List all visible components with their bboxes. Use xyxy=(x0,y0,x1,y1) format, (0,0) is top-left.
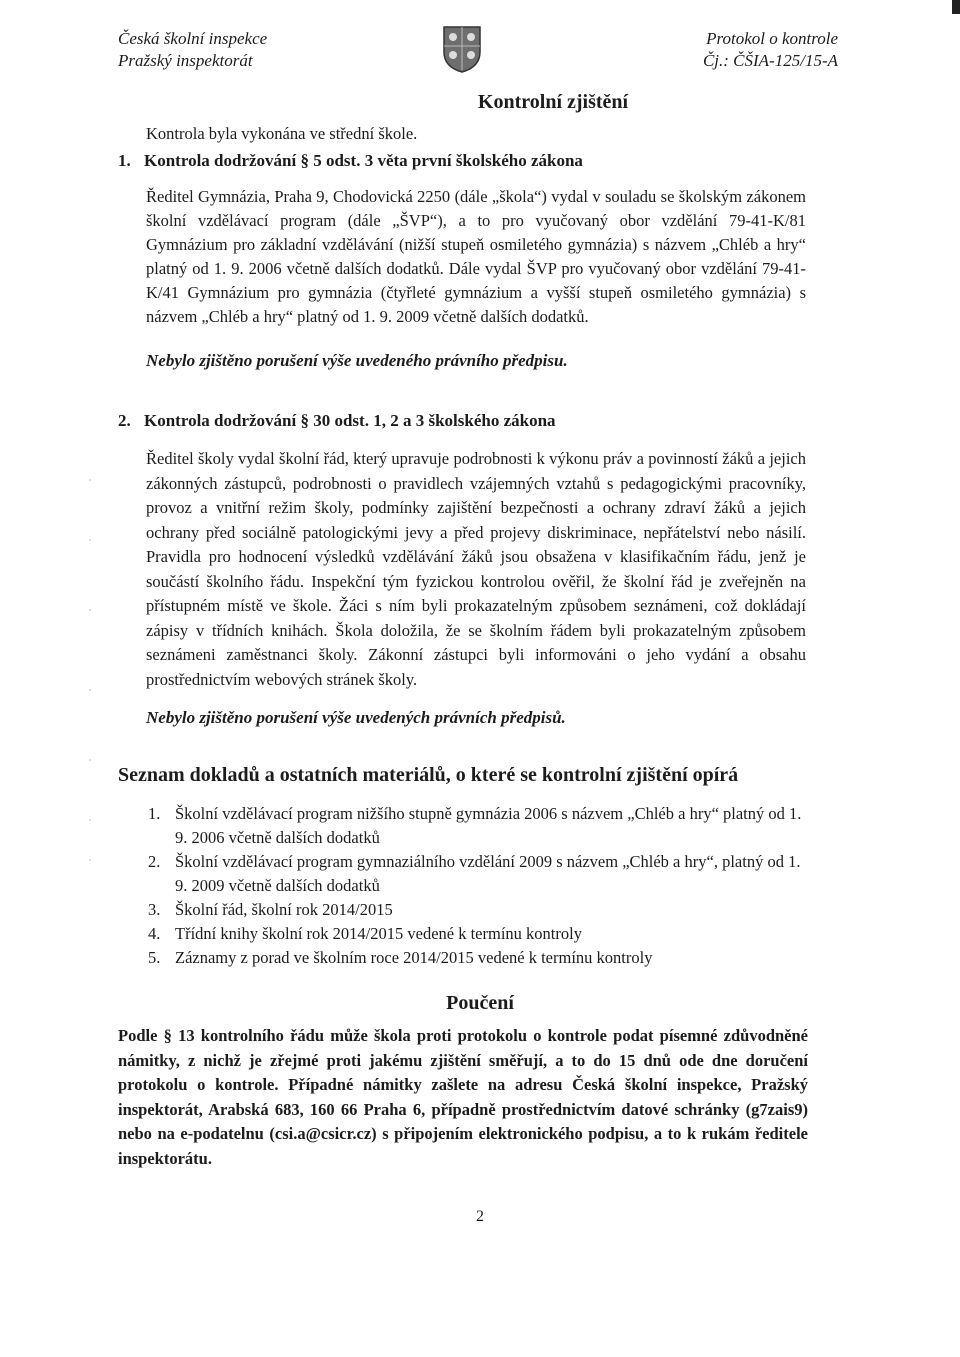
list-item-number: 1. xyxy=(148,804,161,823)
section1-conclusion: Nebylo zjištěno porušení výše uvedeného právního předpisu. xyxy=(146,351,568,370)
section1-number: 1. xyxy=(118,151,131,170)
section1-heading: Kontrola dodržování § 5 odst. 3 věta první školského zákona xyxy=(144,151,583,170)
list-item-number: 3. xyxy=(148,900,161,919)
findings-title: Kontrolní zjištění xyxy=(477,91,629,113)
section2-body: Ředitel školy vydal školní řád, který upravuje podrobnosti k výkonu práv a povinností žáků a jejich zákonných zástupců, podrobnosti o pravidlech vzájemných vztahů s pedagogickými pracovníky, provoz a vnitřní režim školy, podmínky zajištění bezpečnosti a ochrany zdraví žáků a jejich ochrany před sociálně patologickými jevy a před projevy diskriminace, nepřátelství nebo násilí. Pravidla pro hodnocení výsledků vzdělávání žáků jsou obsažena v klasifikačním řádu, jenž je součástí školního řádu. Inspekční tým fyzickou kontrolou ověřil, že školní řád je zveřejněn na přístupném místě ve škole. Žáci s ním byli prokazatelným způsobem seznámeni, což dokládají zápisy v třídních knihách. Škola doložila, že se školním řádem byli prokazatelným způsobem seznámeni zaměstnanci školy. Zákonní zástupci byli informováni o jeho vydání a obsahu prostřednictvím webových stránek školy. xyxy=(146,449,806,689)
list-item xyxy=(148,898,807,922)
pouceni-heading: Poučení xyxy=(446,992,514,1014)
list-item-number: 4. xyxy=(148,924,161,943)
section2-conclusion: Nebylo zjištěno porušení výše uvedených právních předpisů. xyxy=(146,708,566,727)
list-item-number: 5. xyxy=(148,948,161,967)
page-number: 2 xyxy=(476,1208,484,1225)
reference-number: Čj.: ČŠIA-125/15-A xyxy=(702,51,838,70)
list-item xyxy=(148,802,807,850)
scan-mark xyxy=(952,0,960,14)
pouceni-body: Podle § 13 kontrolního řádu může škola proti protokolu o kontrole podat písemné zdůvodněné námitky, z nichž je zřejmé proti jakému zjištění směřují, a to do 15 dnů ode dne doručení protokolu o kontrole. Případné námitky zašlete na adresu Česká školní inspekce, Pražský inspektorát, Arabská 683, 160 66 Praha 6, případně prostřednictvím datové schránky (g7zais9) nebo na e-podatelnu (csi.a@csicr.cz) s připojením elektronického podpisu, a to k rukám ředitele inspektorátu. xyxy=(118,1026,808,1168)
section1-heading-row xyxy=(118,151,583,171)
document-type: Protokol o kontrole xyxy=(706,29,838,48)
list-item xyxy=(148,850,807,898)
org-department: Pražský inspektorát xyxy=(118,51,253,70)
section2-heading: Kontrola dodržování § 30 odst. 1, 2 a 3 školského zákona xyxy=(144,411,556,430)
list-item-text: Záznamy z porad ve školním roce 2014/2015 vedené k termínu kontroly xyxy=(175,948,653,967)
org-name: Česká školní inspekce xyxy=(118,29,268,48)
list-item-text: Školní vzdělávací program gymnaziálního vzdělání 2009 s názvem „Chléb a hry“, platný od 1. 9. 2009 včetně dalších dodatků xyxy=(175,852,801,895)
documents-list xyxy=(148,802,807,970)
scan-dots xyxy=(88,460,92,880)
list-item xyxy=(148,946,807,970)
section1-body: Ředitel Gymnázia, Praha 9, Chodovická 2250 (dále „škola“) vydal v souladu se školským zákonem školní vzdělávací program (dále „ŠVP“), a to pro vyučovaný obor vzdělání 79-41-K/81 Gymnázium pro základní vzdělávání (nižší stupeň osmiletého gymnázia) s názvem „Chléb a hry“ platný od 1. 9. 2006 včetně dalších dodatků. Dále vydal ŠVP pro vyučovaný obor vzdělání 79-41-K/41 Gymnázium pro gymnázia (čtyřleté gymnázium a vyšší stupeň osmiletého gymnázia) s názvem „Chléb a hry“ platný od 1. 9. 2009 včetně dalších dodatků. xyxy=(146,187,806,326)
list-item-number: 2. xyxy=(148,852,161,871)
coat-of-arms-icon xyxy=(441,24,483,74)
documents-heading: Seznam dokladů a ostatních materiálů, o které se kontrolní zjištění opírá xyxy=(118,764,739,786)
section2-heading-row xyxy=(118,411,556,431)
findings-intro: Kontrola byla vykonána ve střední škole. xyxy=(146,124,418,143)
list-item-text: Školní vzdělávací program nižšího stupně gymnázia 2006 s názvem „Chléb a hry“ platný od 1. 9. 2006 včetně dalších dodatků xyxy=(175,804,802,847)
list-item xyxy=(148,922,807,946)
section2-number: 2. xyxy=(118,411,131,430)
header-document xyxy=(703,28,838,72)
list-item-text: Třídní knihy školní rok 2014/2015 vedené k termínu kontroly xyxy=(175,924,582,943)
header-organization xyxy=(118,28,267,72)
list-item-text: Školní řád, školní rok 2014/2015 xyxy=(175,900,393,919)
